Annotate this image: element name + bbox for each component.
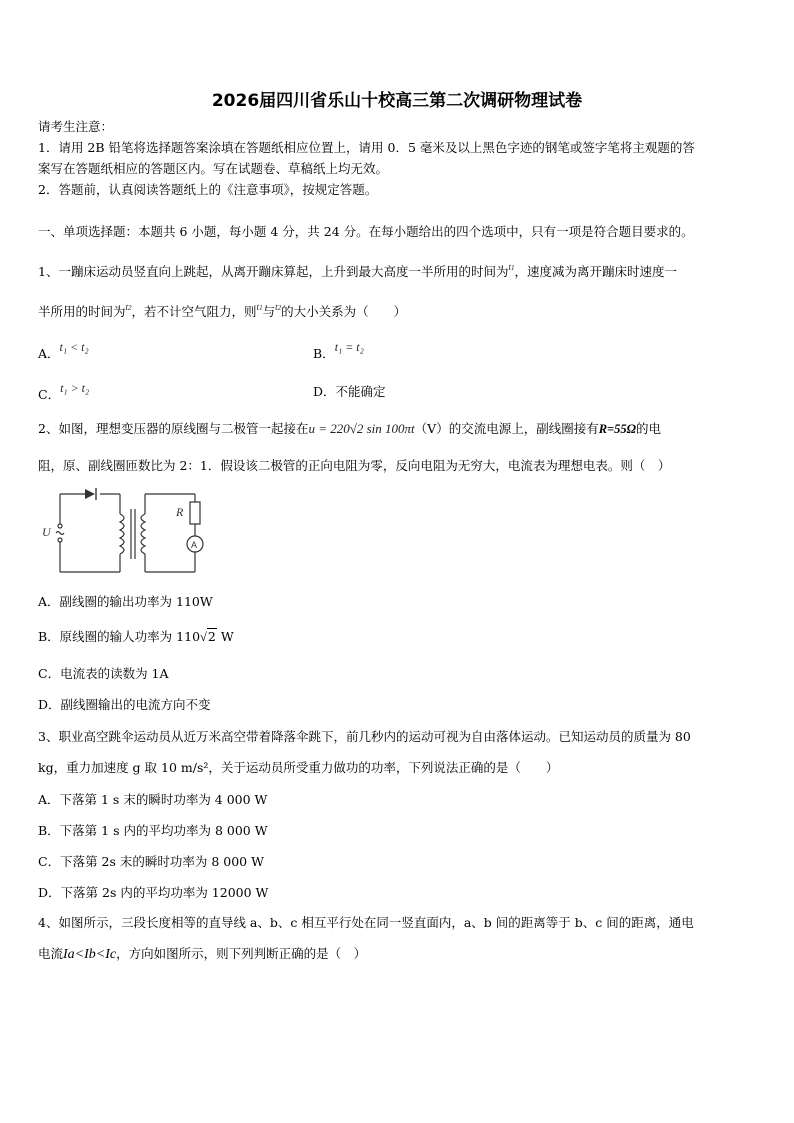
q2-option-b[interactable]: B．原线圈的输人功率为 110√2 W xyxy=(38,629,234,644)
q1-option-d[interactable]: D．不能确定 xyxy=(313,384,386,399)
q2-line2: 阻，原、副线圈匝数比为 2：1．假设该二极管的正向电阻为零，反向电阻为无穷大，电流表为理想电表。则（ ） xyxy=(38,458,671,473)
q2-option-d[interactable]: D．副线圈输出的电流方向不变 xyxy=(38,697,211,712)
ammeter-label: A xyxy=(191,540,198,550)
q1-option-b[interactable]: B．t₁ = t₂ xyxy=(313,340,364,361)
q3-line2: kg，重力加速度 g 取 10 m/s²，关于运动员所受重力做功的功率，下列说法正确的是（ ） xyxy=(38,760,559,775)
section-heading: 一、单项选择题：本题共 6 小题，每小题 4 分，共 24 分。在每小题给出的四个选项中，只有一项是符合题目要求的。 xyxy=(38,224,694,239)
q2-circuit-diagram xyxy=(40,484,215,584)
q1-line1: 1、一蹦床运动员竖直向上跳起，从离开蹦床算起，上升到最大高度一半所用的时间为$^{t1}$，速度减为离开蹦床时速度一 xyxy=(38,262,677,279)
q1-line2: 半所用的时间为$^{t2}$，若不计空气阻力，则$^{t1}$与$^{t2}$的大小关系为（ ） xyxy=(38,302,407,319)
exam-title: 2026届四川省乐山十校高三第二次调研物理试卷 xyxy=(211,91,583,111)
diode-symbol xyxy=(85,488,96,500)
q4-line1: 4、如图所示，三段长度相等的直导线 a、b、c 相互平行处在同一竖直面内，a、b 间的距离等于 b、c 间的距离，通电 xyxy=(38,915,694,930)
q3-option-a[interactable]: A．下落第 1 s 末的瞬时功率为 4 000 W xyxy=(38,792,268,807)
q2-line1: 2、如图，理想变压器的原线圈与二极管一起接在u = 220√2 sin 100πt（V）的交流电源上，副线圈接有R=55Ω的电 xyxy=(38,421,662,436)
notice-heading: 请考生注意： xyxy=(38,119,114,134)
notice-item-1a: 1．请用 2B 铅笔将选择题答案涂填在答题纸相应位置上，请用 0．5 毫米及以上黑色字迹的钢笔或签字笔将主观题的答 xyxy=(38,140,695,155)
q1-t2-symbol: t2 xyxy=(125,302,132,312)
notice-item-1b: 案写在答题纸相应的答题区内。写在试题卷、草稿纸上均无效。 xyxy=(38,161,389,176)
notice-item-2: 2．答题前，认真阅读答题纸上的《注意事项》，按规定答题。 xyxy=(38,182,378,197)
q1-option-a[interactable]: A．t₁ < t₂ xyxy=(38,340,89,361)
source-label: U xyxy=(42,525,51,539)
q2-option-c[interactable]: C．电流表的读数为 1A xyxy=(38,666,169,681)
q1-t1-symbol: t1 xyxy=(508,262,515,272)
q4-line2: 电流Ia<Ib<Ic，方向如图所示，则下列判断正确的是（ ） xyxy=(38,946,367,962)
resistor-label: R xyxy=(176,505,184,519)
q3-option-b[interactable]: B．下落第 1 s 内的平均功率为 8 000 W xyxy=(38,823,268,838)
q3-option-c[interactable]: C．下落第 2s 末的瞬时功率为 8 000 W xyxy=(38,854,264,869)
q1-option-c[interactable]: C．t₁ > t₂ xyxy=(38,381,90,402)
q2-option-a[interactable]: A．副线圈的输出功率为 110W xyxy=(38,594,213,609)
q2-voltage-formula: u = 220√2 sin 100πt xyxy=(308,421,415,436)
q3-option-d[interactable]: D．下落第 2s 内的平均功率为 12000 W xyxy=(38,885,269,900)
q3-line1: 3、职业高空跳伞运动员从近万米高空带着降落伞跳下，前几秒内的运动可视为自由落体运动。已知运动员的质量为 80 xyxy=(38,729,691,744)
